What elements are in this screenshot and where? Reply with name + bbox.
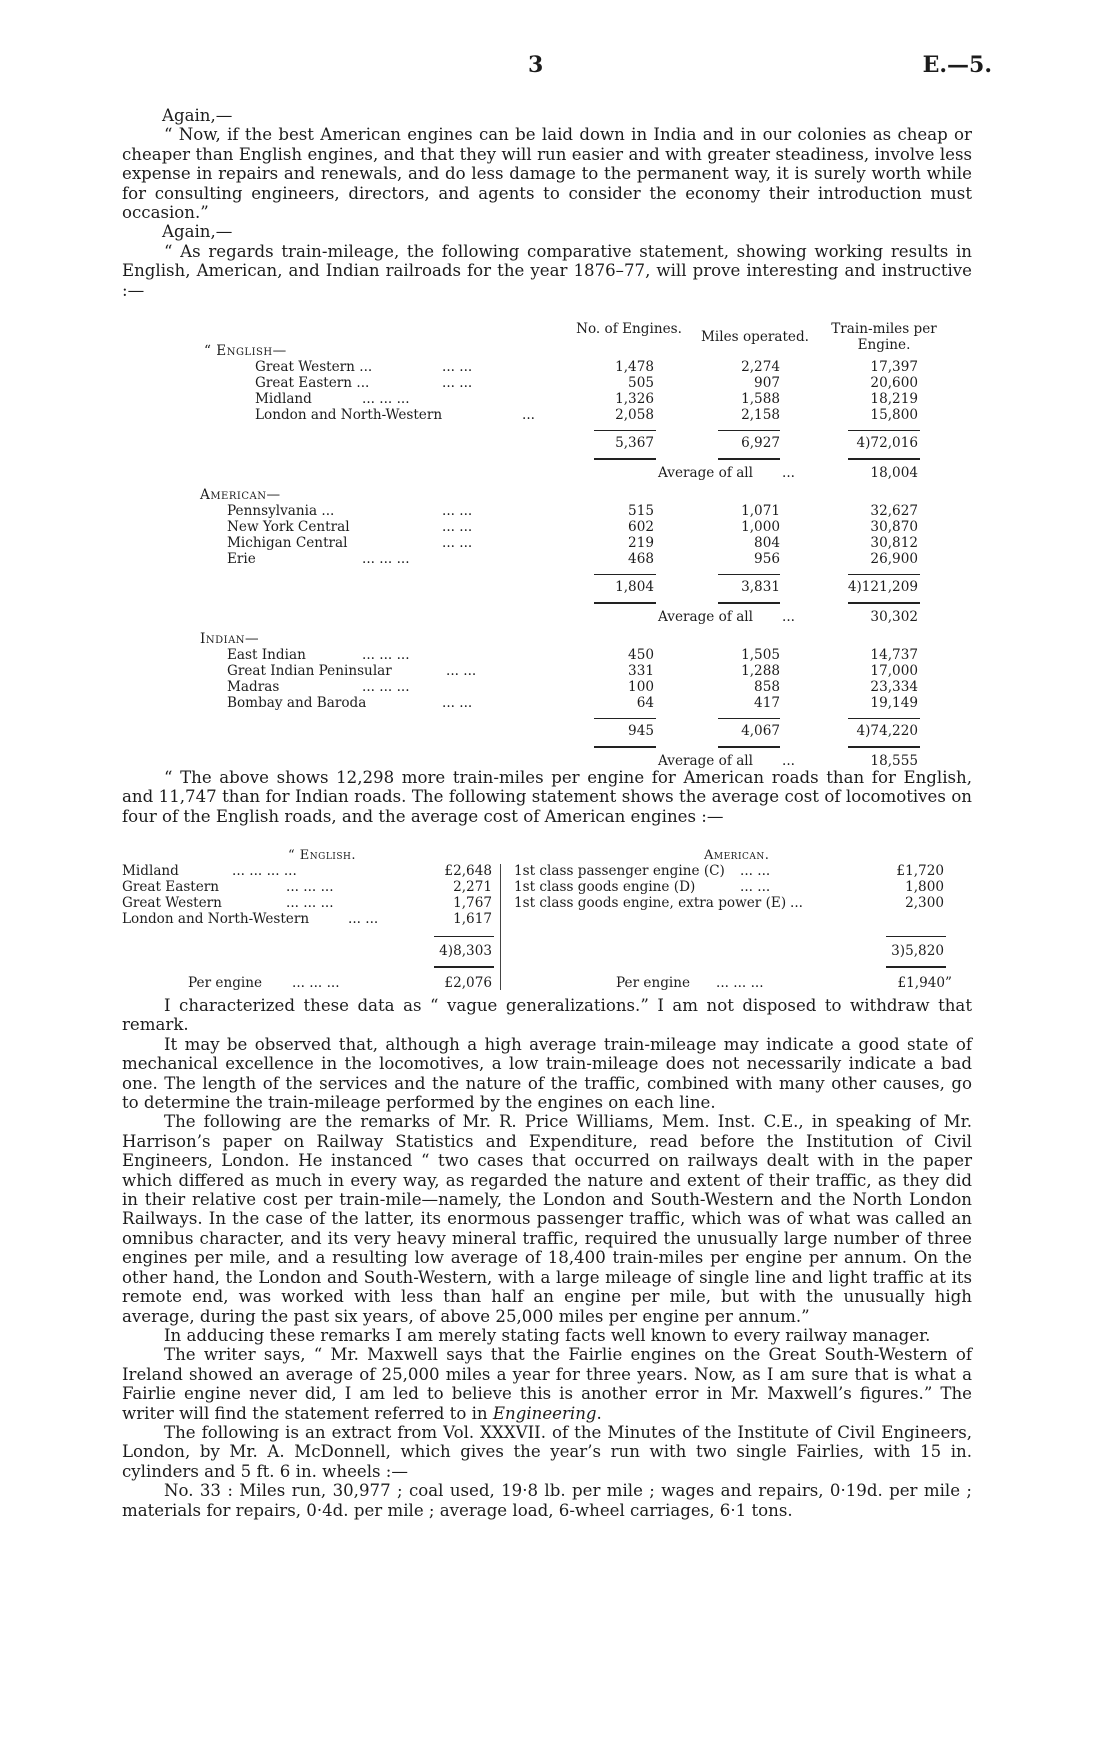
per-engine-value: £2,076 [444, 975, 492, 991]
engines-value: 602 [628, 519, 654, 535]
leader-dots: ... [522, 407, 535, 423]
average-label: Average of all [658, 609, 753, 625]
leader-dots: ... ... [442, 519, 473, 535]
total-rule [848, 746, 920, 748]
total-rule [718, 602, 780, 604]
cost-value: 1,800 [905, 879, 944, 895]
engines-value: 515 [628, 503, 654, 519]
leader-dots: ... [790, 895, 803, 911]
average-value: 18,004 [870, 465, 918, 481]
leader-dots: ... ... [442, 535, 473, 551]
leader-dots: ... ... ... [716, 975, 764, 991]
miles-value: 956 [754, 551, 780, 567]
locomotive-cost-table [122, 848, 972, 998]
punctuation: . [596, 1403, 602, 1423]
average-label: Average of all [658, 753, 753, 769]
quote-paragraph: “ Now, if the best American engines can be laid down in India and in our colonies as cheap or cheaper than English engines, and that they will run easier and with greater steadiness, involve less expense in repairs and renewals, and do less damage to the permanent way, it is surely worth while for consulting engineers, directors, and agents to consider the economy their introduction must occasion.” [122, 125, 972, 223]
group-title: “ English— [204, 343, 287, 359]
train-miles-value: 23,334 [870, 679, 918, 695]
sum-rule [718, 574, 780, 575]
leader-dots: ... ... ... [362, 679, 410, 695]
engines-value: 331 [628, 663, 654, 679]
engines-value: 505 [628, 375, 654, 391]
leader-dots: ... ... [446, 663, 477, 679]
comparison-paragraph [122, 768, 972, 826]
railway-name: Madras [227, 679, 280, 695]
engine-class: 1st class goods engine, extra power (E) [514, 895, 787, 911]
train-miles-value: 26,900 [870, 551, 918, 567]
miles-value: 2,158 [741, 407, 780, 423]
total-rule [434, 966, 494, 968]
leader-dots: ... ... [442, 375, 473, 391]
sum-rule [848, 718, 920, 719]
total-train-miles: 4)121,209 [847, 579, 918, 595]
railway-name: Great Western ... [255, 359, 373, 375]
leader-dots: ... ... ... [286, 879, 334, 895]
total-rule [718, 746, 780, 748]
total-rule [848, 602, 920, 604]
total-engines: 945 [628, 723, 654, 739]
intro-section [122, 106, 972, 300]
total-rule [594, 458, 656, 460]
cost-value: £2,648 [444, 863, 492, 879]
sum-rule [594, 430, 656, 431]
miles-value: 804 [754, 535, 780, 551]
engines-value: 468 [628, 551, 654, 567]
train-miles-value: 18,219 [870, 391, 918, 407]
railway-name: Erie [227, 551, 256, 567]
english-total: 4)8,303 [439, 943, 492, 959]
paragraph: No. 33 : Miles run, 30,977 ; coal used, 19·8 lb. per mile ; wages and repairs, 0·19d. per mile ; materials for repairs, 0·4d. per mile ; average load, 6-wheel carriages, 6·1 tons. [122, 1481, 972, 1520]
sum-rule [434, 936, 494, 937]
per-engine-value: £1,940” [897, 975, 952, 991]
railway-name: Great Indian Peninsular [227, 663, 392, 679]
average-label: Average of all [658, 465, 753, 481]
group-title: American— [200, 487, 281, 503]
cost-value: 2,271 [453, 879, 492, 895]
engines-value: 100 [628, 679, 654, 695]
leader-dots: ... ... ... [286, 895, 334, 911]
american-column-title: American. [704, 848, 770, 863]
paragraph [122, 1345, 972, 1423]
page-number: 3 [528, 52, 544, 78]
cost-value: £1,720 [896, 863, 944, 879]
leader-dots: ... ... ... ... [232, 863, 297, 879]
railway-name: Pennsylvania ... [227, 503, 335, 519]
quote-paragraph: “ As regards train-mileage, the following comparative statement, showing working results in English, American, and Indian railroads for the year 1876–77, will prove interesting and instructive :— [122, 241, 972, 300]
paragraph: It may be observed that, although a high average train-mileage may indicate a good state of mechanical excellence in the locomotives, a low train-mileage does not necessarily indicate a bad one. The length of the services and the nature of the traffic, combined with many other causes, go to determine the train-mileage performed by the engines on each line. [122, 1034, 972, 1113]
miles-value: 1,505 [741, 647, 780, 663]
leader-dots: ... [782, 753, 795, 769]
miles-value: 907 [754, 375, 780, 391]
train-miles-value: 14,737 [870, 647, 918, 663]
sum-rule [594, 718, 656, 719]
american-total: 3)5,820 [891, 943, 944, 959]
leader-dots: ... ... [442, 695, 473, 711]
total-miles: 3,831 [741, 579, 780, 595]
total-miles: 6,927 [741, 435, 780, 451]
again-label: Again,— [162, 222, 233, 242]
sum-rule [718, 718, 780, 719]
sum-rule [594, 574, 656, 575]
railway-name: Great Eastern ... [255, 375, 370, 391]
train-miles-value: 17,000 [870, 663, 918, 679]
total-train-miles: 4)72,016 [856, 435, 918, 451]
english-column-title: “ English. [288, 848, 357, 863]
miles-value: 1,071 [741, 503, 780, 519]
railway-name: Great Eastern [122, 879, 220, 895]
total-rule [594, 746, 656, 748]
cost-value: 1,767 [453, 895, 492, 911]
engines-value: 64 [636, 695, 654, 711]
railway-name: East Indian [227, 647, 306, 663]
paragraph: The following is an extract from Vol. XXXVII. of the Minutes of the Institute of Civil Engineers, London, by Mr. A. McDonnell, which gives the year’s run with two single Fairlies, with 15 in. cylinders and 5 ft. 6 in. wheels :— [122, 1422, 972, 1481]
miles-value: 417 [754, 695, 780, 711]
leader-dots: ... ... ... [292, 975, 340, 991]
engine-class: 1st class passenger engine (C) [514, 863, 725, 879]
leader-dots: ... ... [442, 503, 473, 519]
train-miles-value: 15,800 [870, 407, 918, 423]
engines-value: 450 [628, 647, 654, 663]
leader-dots: ... ... ... [362, 551, 410, 567]
again-label: Again,— [162, 106, 233, 125]
per-engine-label: Per engine [616, 975, 691, 991]
sum-rule [718, 430, 780, 431]
engines-value: 1,326 [615, 391, 654, 407]
miles-value: 1,000 [741, 519, 780, 535]
total-engines: 5,367 [615, 435, 654, 451]
railway-name: London and North-Western [255, 407, 443, 423]
column-header-engines: No. of Engines. [576, 321, 682, 337]
leader-dots: ... ... [740, 863, 771, 879]
average-value: 18,555 [870, 753, 918, 769]
leader-dots: ... [782, 609, 795, 625]
miles-value: 1,588 [741, 391, 780, 407]
paragraph-text: “ The above shows 12,298 more train-miles per engine for American roads than for English, and 11,747 than for Indian roads. The following statement shows the average cost of locomotives on four of the English roads, and the average cost of American engines :— [122, 768, 972, 826]
miles-value: 858 [754, 679, 780, 695]
total-miles: 4,067 [741, 723, 780, 739]
sum-rule [848, 430, 920, 431]
leader-dots: ... ... [348, 911, 379, 927]
total-rule [594, 602, 656, 604]
railway-name: London and North-Western [122, 911, 310, 927]
miles-value: 2,274 [741, 359, 780, 375]
column-header-miles: Miles operated. [700, 329, 810, 345]
total-rule [886, 966, 946, 968]
leader-dots: ... ... ... [362, 391, 410, 407]
train-miles-value: 17,397 [870, 359, 918, 375]
railway-name: Midland [122, 863, 179, 879]
leader-dots: ... ... ... [362, 647, 410, 663]
column-header-train-miles: Train-miles per Engine. [831, 321, 937, 353]
paragraph: The following are the remarks of Mr. R. Price Williams, Mem. Inst. C.E., in speaking of Mr. Harrison’s paper on Railway Statistics and Expenditure, read before the Institution of Civil Engineers, London. He instanced “ two cases that occurred on railways dealt with in the paper which differed as much in every way, as regarded the nature and extent of their traffic, as they did in their relative cost per train-mile—namely, the London and South-Western and the North London Railways. In the case of the latter, its enormous passenger traffic, which was of what was called an omnibus character, and its very heavy mineral traffic, required the unusually large number of three engines per mile, and a resulting low average of 18,400 train-miles per engine per annum. On the other hand, the London and South-Western, with a large mileage of single line and light traffic at its remote end, was worked with less than half an engine per mile, but with the unusually high average, during the past six years, of above 25,000 miles per engine per annum.” [122, 1112, 972, 1326]
body-text [122, 996, 972, 1520]
railway-name: New York Central [227, 519, 350, 535]
sum-rule [848, 574, 920, 575]
train-miles-value: 32,627 [870, 503, 918, 519]
railway-name: Bombay and Baroda [227, 695, 367, 711]
leader-dots: ... [782, 465, 795, 481]
cost-value: 2,300 [905, 895, 944, 911]
total-rule [848, 458, 920, 460]
railway-name: Midland [255, 391, 312, 407]
paragraph: In adducing these remarks I am merely stating facts well known to every railway manager. [164, 1325, 931, 1345]
total-train-miles: 4)74,220 [856, 723, 918, 739]
total-engines: 1,804 [615, 579, 654, 595]
miles-value: 1,288 [741, 663, 780, 679]
group-title: Indian— [200, 631, 260, 647]
train-miles-value: 30,812 [870, 535, 918, 551]
engines-value: 1,478 [615, 359, 654, 375]
train-miles-value: 19,149 [870, 695, 918, 711]
column-divider [500, 864, 501, 990]
leader-dots: ... ... [740, 879, 771, 895]
paragraph-text: The writer says, “ Mr. Maxwell says that the Fairlie engines on the Great South-Western of Ireland showed an average of 25,000 miles a year for three years. Now, as I am sure that is what a Fairlie engine never did, I am led to believe this is another error in Mr. Maxwell’s figures.” The writer will find the statement referred to in [122, 1345, 972, 1423]
leader-dots: ... ... [442, 359, 473, 375]
train-miles-value: 20,600 [870, 375, 918, 391]
cost-value: 1,617 [453, 911, 492, 927]
average-value: 30,302 [870, 609, 918, 625]
train-mileage-table [122, 322, 972, 782]
document-reference: E.—5. [922, 52, 992, 78]
railway-name: Great Western [122, 895, 222, 911]
railway-name: Michigan Central [227, 535, 348, 551]
italic-title: Engineering [492, 1403, 597, 1423]
engine-class: 1st class goods engine (D) [514, 879, 696, 895]
engines-value: 219 [628, 535, 654, 551]
paragraph: I characterized these data as “ vague generalizations.” I am not disposed to withdraw that remark. [122, 996, 972, 1035]
train-miles-value: 30,870 [870, 519, 918, 535]
total-rule [718, 458, 780, 460]
per-engine-label: Per engine [188, 975, 263, 991]
engines-value: 2,058 [615, 407, 654, 423]
sum-rule [886, 936, 946, 937]
